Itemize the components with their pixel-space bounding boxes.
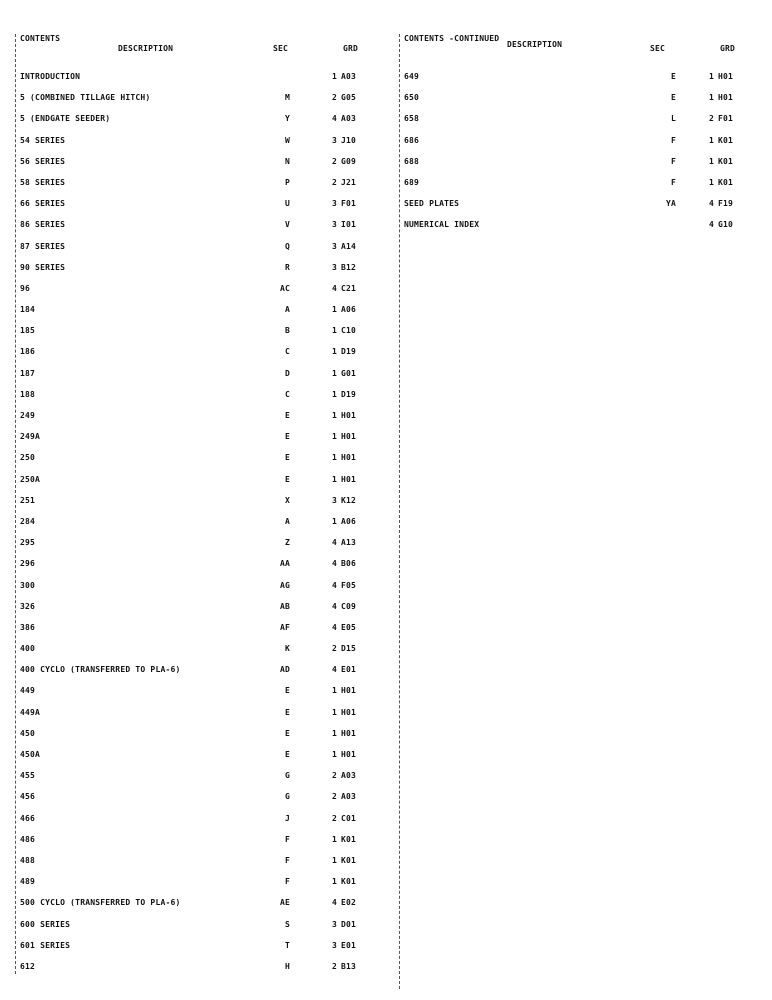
entry-section: Y xyxy=(284,114,290,124)
entry-grid-page: 3 xyxy=(331,940,337,950)
entry-grid-code: J21 xyxy=(341,177,357,187)
entry-section: N xyxy=(284,156,290,166)
entry-section: H xyxy=(284,961,290,971)
entry-grid-page: 1 xyxy=(331,516,337,526)
entry-grid-code: H01 xyxy=(341,707,357,717)
entry-grid-code: H01 xyxy=(341,750,357,759)
entry-section: D xyxy=(284,368,290,378)
contents-column-right xyxy=(402,34,754,242)
contents-entry-row xyxy=(18,708,388,729)
entry-grid-page: 1 xyxy=(331,389,337,399)
sec-header: SEC xyxy=(650,44,666,53)
entry-grid-code: H01 xyxy=(341,432,357,442)
entry-description: 188 xyxy=(20,389,36,399)
entry-grid-code: G10 xyxy=(718,220,734,230)
contents-entry-row xyxy=(18,856,388,877)
entry-grid-code: C21 xyxy=(341,283,357,293)
contents-entry-row xyxy=(402,178,754,199)
entry-section: J xyxy=(284,813,290,823)
entry-description: 450A xyxy=(20,750,41,759)
entry-description: 284 xyxy=(20,516,36,526)
contents-entry-row xyxy=(18,792,388,813)
entry-section: G xyxy=(284,792,290,802)
entry-description: 186 xyxy=(20,347,36,357)
entry-section: B xyxy=(284,326,290,336)
entry-description: SEED PLATES xyxy=(404,199,460,209)
entry-grid-code: C01 xyxy=(341,813,357,823)
entry-section: E xyxy=(284,728,290,738)
entry-grid-page: 1 xyxy=(708,72,714,81)
contents-entry-row xyxy=(18,898,388,919)
entry-description: 66 SERIES xyxy=(20,199,66,209)
entry-grid-code: G01 xyxy=(341,368,357,378)
entry-description: 87 SERIES xyxy=(20,241,66,251)
entry-grid-page: 4 xyxy=(331,622,337,632)
entry-grid-page: 2 xyxy=(331,792,337,802)
contents-column-left xyxy=(18,34,388,983)
entry-grid-code: H01 xyxy=(718,93,734,103)
entry-grid-page: 4 xyxy=(331,114,337,124)
entry-description: INTRODUCTION xyxy=(20,72,81,81)
entry-grid-page: 1 xyxy=(331,834,337,844)
contents-entry-row xyxy=(18,453,388,474)
entry-grid-page: 3 xyxy=(331,919,337,929)
entry-description: 488 xyxy=(20,855,36,865)
description-header: DESCRIPTION xyxy=(507,40,563,49)
contents-entry-row xyxy=(402,136,754,157)
entry-grid-code: F19 xyxy=(718,199,734,209)
entry-grid-page: 4 xyxy=(331,898,337,908)
contents-entry-row xyxy=(402,199,754,220)
entry-section: L xyxy=(670,114,676,124)
entry-grid-page: 1 xyxy=(331,707,337,717)
contents-entry-row xyxy=(18,411,388,432)
entry-section: E xyxy=(284,432,290,442)
contents-entry-row xyxy=(18,517,388,538)
contents-entry-row xyxy=(18,72,388,93)
entry-section: X xyxy=(284,495,290,505)
column-rule-left xyxy=(15,34,16,974)
contents-entry-row xyxy=(18,305,388,326)
contents-entry-row xyxy=(18,644,388,665)
description-header: DESCRIPTION xyxy=(118,44,174,53)
contents-entry-row xyxy=(18,750,388,771)
contents-continued-title: CONTENTS -CONTINUED xyxy=(404,34,500,43)
entry-grid-code: B06 xyxy=(341,559,357,569)
entry-grid-page: 2 xyxy=(331,156,337,166)
entry-grid-page: 2 xyxy=(708,114,714,124)
entry-grid-code: A13 xyxy=(341,538,357,548)
entry-grid-code: H01 xyxy=(341,474,357,484)
contents-entry-row xyxy=(18,941,388,962)
entry-description: 300 xyxy=(20,580,36,590)
entry-grid-code: G09 xyxy=(341,156,357,166)
entry-grid-page: 1 xyxy=(331,411,337,420)
contents-entry-row xyxy=(18,136,388,157)
entry-grid-page: 1 xyxy=(708,135,714,145)
entry-description: 386 xyxy=(20,622,36,632)
column-rule-right xyxy=(399,34,400,989)
entry-description: 450 xyxy=(20,728,36,738)
entry-section: K xyxy=(284,644,290,654)
entry-section: F xyxy=(284,834,290,844)
entry-grid-page: 1 xyxy=(331,474,337,484)
contents-entry-row xyxy=(18,263,388,284)
entry-grid-code: H01 xyxy=(718,72,734,81)
entry-grid-page: 1 xyxy=(708,93,714,103)
entry-grid-code: A03 xyxy=(341,771,357,781)
entry-section: E xyxy=(670,93,676,103)
entry-description: 54 SERIES xyxy=(20,135,66,145)
entry-description: 5 (COMBINED TILLAGE HITCH) xyxy=(20,93,151,103)
entry-grid-page: 2 xyxy=(331,93,337,103)
entry-section: E xyxy=(284,750,290,759)
entry-grid-page: 1 xyxy=(331,855,337,865)
contents-entry-row xyxy=(18,284,388,305)
contents-entry-row xyxy=(18,114,388,135)
entry-grid-page: 1 xyxy=(331,686,337,696)
entry-description: 250 xyxy=(20,453,36,463)
entry-grid-page: 1 xyxy=(331,326,337,336)
entry-description: 456 xyxy=(20,792,36,802)
contents-entry-row xyxy=(18,242,388,263)
contents-entry-row xyxy=(18,475,388,496)
entry-description: 400 xyxy=(20,644,36,654)
contents-entry-row xyxy=(18,369,388,390)
entry-grid-page: 3 xyxy=(331,135,337,145)
entry-grid-code: A03 xyxy=(341,72,357,81)
contents-entry-row xyxy=(402,114,754,135)
contents-entry-row xyxy=(18,538,388,559)
entry-grid-page: 1 xyxy=(708,177,714,187)
entry-grid-code: D15 xyxy=(341,644,357,654)
entry-grid-code: F01 xyxy=(718,114,734,124)
entry-grid-code: E01 xyxy=(341,940,357,950)
entry-section: F xyxy=(284,855,290,865)
entry-section: A xyxy=(284,516,290,526)
entry-grid-page: 1 xyxy=(331,877,337,887)
entry-grid-page: 2 xyxy=(331,813,337,823)
contents-entry-row xyxy=(18,178,388,199)
entry-description: 249 xyxy=(20,411,36,420)
entry-description: 500 CYCLO (TRANSFERRED TO PLA-6) xyxy=(20,898,181,908)
contents-entry-row xyxy=(18,93,388,114)
contents-entry-row xyxy=(18,326,388,347)
entry-section: F xyxy=(284,877,290,887)
contents-title: CONTENTS xyxy=(20,34,61,43)
contents-entry-row xyxy=(18,157,388,178)
entry-section: T xyxy=(284,940,290,950)
entry-section: F xyxy=(670,156,676,166)
contents-entry-row xyxy=(18,390,388,411)
entry-description: 250A xyxy=(20,474,41,484)
entry-grid-code: G05 xyxy=(341,93,357,103)
contents-entry-row xyxy=(18,199,388,220)
entry-section: E xyxy=(284,453,290,463)
grd-header: GRD xyxy=(343,44,359,53)
entry-grid-code: C10 xyxy=(341,326,357,336)
contents-entry-row xyxy=(18,665,388,686)
contents-entry-row xyxy=(402,93,754,114)
entry-section: U xyxy=(284,199,290,209)
entry-grid-code: E02 xyxy=(341,898,357,908)
entry-section: E xyxy=(284,474,290,484)
entry-grid-page: 4 xyxy=(331,538,337,548)
contents-entry-row xyxy=(402,157,754,178)
entry-grid-code: H01 xyxy=(341,411,357,420)
entry-section: Z xyxy=(284,538,290,548)
entry-section: F xyxy=(670,177,676,187)
entry-section: E xyxy=(284,707,290,717)
entry-grid-page: 3 xyxy=(331,199,337,209)
contents-entry-row xyxy=(18,962,388,983)
entry-grid-page: 1 xyxy=(331,728,337,738)
entry-section: Q xyxy=(284,241,290,251)
entry-description: 400 CYCLO (TRANSFERRED TO PLA-6) xyxy=(20,665,181,675)
contents-entry-row xyxy=(18,920,388,941)
entry-grid-code: A03 xyxy=(341,792,357,802)
entry-grid-page: 4 xyxy=(331,559,337,569)
entry-description: 184 xyxy=(20,305,36,315)
entry-grid-page: 1 xyxy=(331,72,337,81)
contents-entry-row xyxy=(18,814,388,835)
entry-grid-code: A03 xyxy=(341,114,357,124)
entry-grid-page: 4 xyxy=(331,601,337,611)
entry-description: 185 xyxy=(20,326,36,336)
contents-entry-row xyxy=(18,729,388,750)
contents-entry-row xyxy=(18,686,388,707)
entry-grid-code: K01 xyxy=(718,177,734,187)
entry-grid-page: 1 xyxy=(331,347,337,357)
entry-section: AF xyxy=(279,622,290,632)
entry-grid-page: 3 xyxy=(331,495,337,505)
entry-section: C xyxy=(284,389,290,399)
entry-section: YA xyxy=(665,199,676,209)
entry-section: W xyxy=(284,135,290,145)
contents-entry-row xyxy=(18,835,388,856)
entry-description: 90 SERIES xyxy=(20,262,66,272)
entry-grid-code: K01 xyxy=(341,877,357,887)
entry-grid-code: A14 xyxy=(341,241,357,251)
contents-entry-row xyxy=(18,602,388,623)
entry-grid-page: 3 xyxy=(331,241,337,251)
entry-grid-code: K12 xyxy=(341,495,357,505)
entry-grid-page: 4 xyxy=(708,220,714,230)
entry-section: V xyxy=(284,220,290,230)
entry-description: 58 SERIES xyxy=(20,177,66,187)
entry-grid-code: K01 xyxy=(341,834,357,844)
entry-description: 688 xyxy=(404,156,420,166)
contents-entry-row xyxy=(18,496,388,517)
entry-section: AG xyxy=(279,580,290,590)
entry-grid-page: 1 xyxy=(331,305,337,315)
contents-entry-row xyxy=(18,220,388,241)
contents-header-right xyxy=(402,34,754,72)
contents-entry-row xyxy=(18,432,388,453)
entry-section: A xyxy=(284,305,290,315)
entry-section: E xyxy=(284,686,290,696)
entry-description: 56 SERIES xyxy=(20,156,66,166)
entry-section: E xyxy=(670,72,676,81)
entry-description: NUMERICAL INDEX xyxy=(404,220,480,230)
contents-rows-left xyxy=(18,72,388,983)
entry-section: G xyxy=(284,771,290,781)
contents-entry-row xyxy=(18,347,388,368)
contents-entry-row xyxy=(18,581,388,602)
entry-description: 296 xyxy=(20,559,36,569)
entry-description: 455 xyxy=(20,771,36,781)
entry-grid-code: E01 xyxy=(341,665,357,675)
entry-grid-code: K01 xyxy=(341,855,357,865)
entry-section: F xyxy=(670,135,676,145)
entry-grid-code: C09 xyxy=(341,601,357,611)
entry-grid-page: 3 xyxy=(331,220,337,230)
entry-description: 486 xyxy=(20,834,36,844)
contents-entry-row xyxy=(18,877,388,898)
entry-section: AD xyxy=(279,665,290,675)
contents-header-left xyxy=(18,34,388,72)
contents-entry-row xyxy=(402,220,754,241)
entry-grid-code: I01 xyxy=(341,220,357,230)
entry-description: 489 xyxy=(20,877,36,887)
entry-grid-page: 4 xyxy=(331,665,337,675)
entry-grid-code: E05 xyxy=(341,622,357,632)
entry-section: P xyxy=(284,177,290,187)
entry-section: AB xyxy=(279,601,290,611)
entry-section: R xyxy=(284,262,290,272)
contents-entry-row xyxy=(402,72,754,93)
entry-grid-code: B12 xyxy=(341,262,357,272)
contents-entry-row xyxy=(18,623,388,644)
entry-grid-code: F01 xyxy=(341,199,357,209)
entry-grid-page: 2 xyxy=(331,177,337,187)
entry-grid-code: K01 xyxy=(718,135,734,145)
entry-section: E xyxy=(284,411,290,420)
entry-description: 251 xyxy=(20,495,36,505)
entry-description: 96 xyxy=(20,283,31,293)
entry-grid-code: H01 xyxy=(341,686,357,696)
sec-header: SEC xyxy=(273,44,289,53)
entry-section: S xyxy=(284,919,290,929)
entry-description: 326 xyxy=(20,601,36,611)
entry-grid-code: A06 xyxy=(341,305,357,315)
entry-grid-code: D19 xyxy=(341,347,357,357)
entry-grid-page: 4 xyxy=(331,580,337,590)
entry-section: M xyxy=(284,93,290,103)
entry-description: 649 xyxy=(404,72,420,81)
contents-entry-row xyxy=(18,771,388,792)
grd-header: GRD xyxy=(720,44,736,53)
entry-description: 86 SERIES xyxy=(20,220,66,230)
contents-entry-row xyxy=(18,559,388,580)
entry-description: 449 xyxy=(20,686,36,696)
entry-grid-page: 1 xyxy=(708,156,714,166)
entry-description: 466 xyxy=(20,813,36,823)
entry-grid-code: J10 xyxy=(341,135,357,145)
entry-section: AC xyxy=(279,283,290,293)
entry-description: 5 (ENDGATE SEEDER) xyxy=(20,114,111,124)
entry-grid-page: 3 xyxy=(331,262,337,272)
entry-grid-code: H01 xyxy=(341,728,357,738)
entry-grid-code: K01 xyxy=(718,156,734,166)
entry-grid-code: A06 xyxy=(341,516,357,526)
entry-grid-code: F05 xyxy=(341,580,357,590)
entry-description: 601 SERIES xyxy=(20,940,71,950)
entry-grid-code: B13 xyxy=(341,961,357,971)
entry-description: 187 xyxy=(20,368,36,378)
entry-grid-page: 2 xyxy=(331,644,337,654)
entry-section: C xyxy=(284,347,290,357)
entry-description: 612 xyxy=(20,961,36,971)
entry-grid-page: 4 xyxy=(708,199,714,209)
entry-grid-page: 2 xyxy=(331,961,337,971)
entry-grid-page: 1 xyxy=(331,750,337,759)
entry-grid-code: D01 xyxy=(341,919,357,929)
entry-grid-page: 1 xyxy=(331,432,337,442)
entry-grid-code: H01 xyxy=(341,453,357,463)
entry-section: AA xyxy=(279,559,290,569)
entry-description: 449A xyxy=(20,707,41,717)
entry-grid-code: D19 xyxy=(341,389,357,399)
entry-description: 249A xyxy=(20,432,41,442)
entry-description: 600 SERIES xyxy=(20,919,71,929)
contents-rows-right xyxy=(402,72,754,242)
entry-description: 650 xyxy=(404,93,420,103)
entry-grid-page: 4 xyxy=(331,283,337,293)
entry-section: AE xyxy=(279,898,290,908)
entry-grid-page: 1 xyxy=(331,368,337,378)
entry-description: 686 xyxy=(404,135,420,145)
entry-description: 689 xyxy=(404,177,420,187)
entry-description: 658 xyxy=(404,114,420,124)
entry-description: 295 xyxy=(20,538,36,548)
entry-grid-page: 2 xyxy=(331,771,337,781)
entry-grid-page: 1 xyxy=(331,453,337,463)
